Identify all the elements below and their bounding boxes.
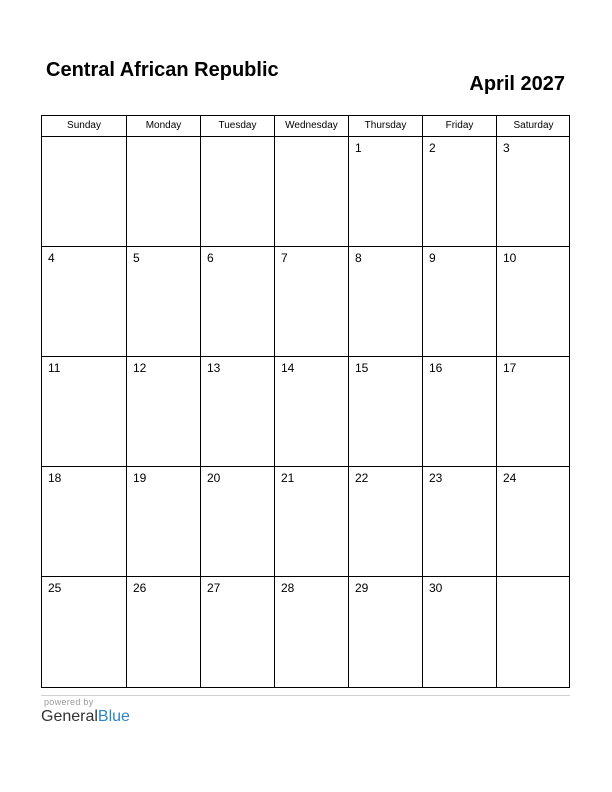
day-number: 26 (133, 581, 147, 595)
day-cell (497, 577, 570, 687)
day-number: 8 (355, 251, 362, 265)
day-cell (201, 137, 275, 246)
day-number: 22 (355, 471, 369, 485)
day-cell (423, 247, 497, 356)
weeks-container (42, 137, 569, 687)
day-cell (349, 357, 423, 466)
day-number: 27 (207, 581, 221, 595)
week-row-2 (42, 247, 570, 357)
day-number: 12 (133, 361, 147, 375)
day-cell (497, 467, 570, 576)
day-number: 3 (503, 141, 510, 155)
day-cell (349, 577, 423, 687)
day-number: 4 (48, 251, 55, 265)
day-number: 28 (281, 581, 295, 595)
day-cell (423, 577, 497, 687)
day-number: 15 (355, 361, 369, 375)
day-cell (497, 247, 570, 356)
day-number: 6 (207, 251, 214, 265)
brand-general-text: General (41, 708, 98, 725)
day-cell (275, 577, 349, 687)
day-cell (349, 467, 423, 576)
day-number: 25 (48, 581, 62, 595)
day-cell (127, 467, 201, 576)
day-number: 17 (503, 361, 517, 375)
day-cell (201, 467, 275, 576)
country-title: Central African Republic (46, 59, 279, 81)
day-cell (275, 247, 349, 356)
day-number: 29 (355, 581, 369, 595)
week-row-5 (42, 577, 570, 687)
day-cell (349, 137, 423, 246)
day-cell (42, 467, 127, 576)
day-number: 2 (429, 141, 436, 155)
day-number: 13 (207, 361, 221, 375)
weekday-wednesday: Wednesday (275, 116, 349, 136)
day-cell (201, 357, 275, 466)
day-cell (497, 357, 570, 466)
day-number: 20 (207, 471, 221, 485)
day-number: 9 (429, 251, 436, 265)
day-cell (497, 137, 570, 246)
day-cell (423, 467, 497, 576)
weekday-friday: Friday (423, 116, 497, 136)
day-number: 23 (429, 471, 443, 485)
brand-blue-text: Blue (97, 708, 130, 725)
weekday-thursday: Thursday (349, 116, 423, 136)
day-cell (275, 137, 349, 246)
day-number: 11 (48, 361, 61, 375)
day-cell (127, 357, 201, 466)
day-number: 30 (429, 581, 443, 595)
day-number: 1 (355, 141, 362, 155)
weekday-tuesday: Tuesday (201, 116, 275, 136)
week-row-1 (42, 137, 570, 247)
day-cell (349, 247, 423, 356)
day-cell (423, 357, 497, 466)
month-title: April 2027 (469, 73, 565, 95)
day-number: 21 (281, 471, 295, 485)
day-cell (42, 247, 127, 356)
day-cell (127, 247, 201, 356)
day-cell (201, 247, 275, 356)
day-number: 7 (281, 251, 288, 265)
day-number: 14 (281, 361, 295, 375)
calendar-grid (41, 115, 570, 688)
day-cell (42, 577, 127, 687)
day-number: 24 (503, 471, 517, 485)
day-number: 19 (133, 471, 147, 485)
weekday-monday: Monday (127, 116, 201, 136)
day-cell (42, 137, 127, 246)
weekday-sunday: Sunday (42, 116, 127, 136)
day-number: 16 (429, 361, 443, 375)
powered-by-text: powered by (44, 697, 94, 707)
day-cell (42, 357, 127, 466)
day-cell (275, 357, 349, 466)
generalblue-logo[interactable] (41, 708, 130, 726)
day-number: 5 (133, 251, 140, 265)
footer (41, 695, 570, 725)
week-row-3 (42, 357, 570, 467)
day-cell (423, 137, 497, 246)
day-cell (201, 577, 275, 687)
day-number: 10 (503, 251, 517, 265)
day-number: 18 (48, 471, 62, 485)
week-row-4 (42, 467, 570, 577)
weekday-header-row (42, 116, 569, 137)
day-cell (127, 137, 201, 246)
weekday-saturday: Saturday (513, 120, 554, 131)
day-cell (275, 467, 349, 576)
day-cell (127, 577, 201, 687)
